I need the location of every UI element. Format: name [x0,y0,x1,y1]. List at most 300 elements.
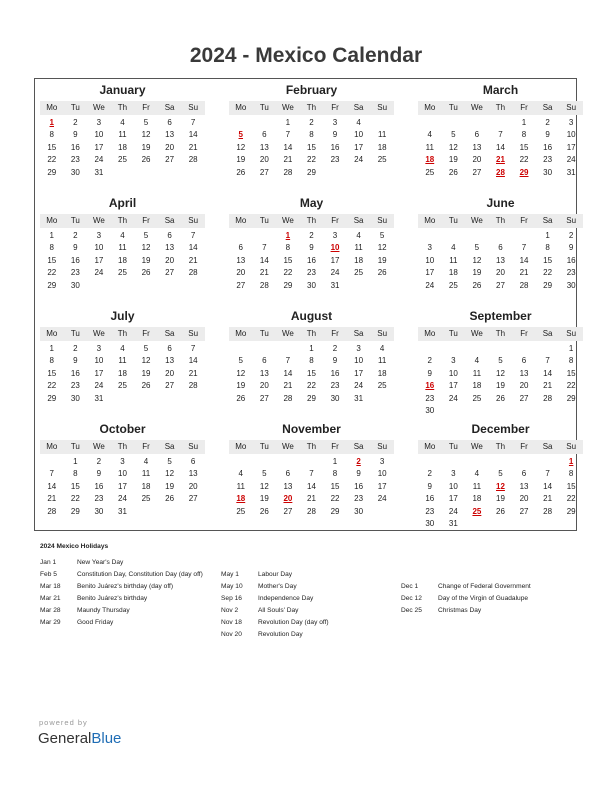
week-row [40,506,205,518]
day-cell: 22 [330,494,340,504]
week-row [229,267,394,279]
day-cell: 2 [96,457,102,466]
day-cell [512,518,536,530]
day-cell: 27 [519,506,529,516]
weekday-label: Tu [70,103,80,112]
week-row [418,518,583,530]
holiday-day-cell: 18 [236,494,246,504]
day-cell: 18 [118,255,127,265]
day-cell [158,280,182,292]
day-cell: 10 [354,356,364,366]
day-cell: 9 [427,368,432,378]
week-row [229,468,394,480]
day-cell: 29 [47,393,57,403]
day-cell: 7 [190,344,196,353]
day-cell: 7 [498,130,503,140]
holiday-list-item [40,557,215,569]
weekday-label: Tu [70,442,80,451]
week-row [229,355,394,367]
day-cell: 5 [379,231,385,240]
day-cell [512,230,536,242]
holiday-date: Mar 18 [40,583,61,590]
holiday-name: Good Friday [77,619,114,626]
day-cell: 10 [118,469,127,479]
day-cell [465,117,489,129]
day-cell: 2 [332,344,338,353]
day-cell [323,167,347,179]
day-cell: 23 [354,494,364,504]
day-cell: 23 [330,381,340,391]
weekday-label: Sa [542,442,553,451]
day-cell [442,230,466,242]
month-august [229,305,394,418]
day-cell: 8 [568,356,574,366]
day-cell: 30 [354,506,364,516]
day-cell: 13 [472,142,482,152]
day-cell: 5 [498,356,503,366]
weekday-label: Sa [353,216,364,225]
month-july [40,305,205,418]
weekday-header [40,101,205,115]
day-cell: 29 [307,167,316,177]
day-cell: 16 [330,142,340,152]
day-cell [512,405,536,417]
week-row [418,481,583,493]
week-row [229,493,394,505]
day-cell: 31 [566,167,576,177]
holiday-date: Mar 29 [40,619,61,626]
day-cell: 12 [496,368,505,378]
day-cell: 3 [451,469,456,479]
weekday-label: Fr [142,329,150,338]
day-cell: 13 [519,481,529,491]
day-cell: 11 [236,481,245,491]
day-cell [253,117,277,129]
day-cell: 7 [309,469,314,479]
weekday-label: Sa [164,329,175,338]
day-cell: 25 [472,393,482,403]
day-cell [253,343,277,355]
day-cell: 7 [545,469,550,479]
day-cell [442,456,466,468]
day-cell: 13 [236,255,246,265]
day-cell: 28 [283,393,293,403]
day-cell [370,393,394,405]
day-cell: 8 [309,130,314,140]
day-cell: 8 [545,243,550,253]
weekday-label: Mo [235,329,247,338]
day-cell [465,405,489,417]
weekday-label: Mo [46,329,58,338]
week-row [229,154,394,166]
day-cell: 10 [354,130,364,140]
weekday-header [229,101,394,115]
month-name: March [482,83,519,97]
day-cell: 31 [448,518,458,528]
day-cell [442,405,466,417]
day-cell: 11 [378,130,387,140]
day-cell: 4 [474,469,480,479]
weekday-label: Fr [331,329,339,338]
holiday-name: Benito Juárez's birthday (day off) [77,583,174,590]
week-row [418,142,583,154]
day-cell: 27 [472,167,482,177]
day-cell: 16 [94,481,104,491]
holiday-name: Revolution Day [258,631,303,638]
day-cell [276,343,300,355]
day-cell: 9 [73,356,78,366]
day-cell: 29 [47,280,57,290]
day-cell: 23 [543,155,553,165]
weekday-label: Th [495,216,506,225]
day-cell: 4 [451,243,456,253]
day-cell: 24 [94,155,104,165]
month-name: April [108,196,137,210]
week-row [229,343,394,355]
day-cell [158,393,182,405]
day-cell: 2 [545,118,550,127]
day-cell: 17 [94,142,104,152]
day-cell: 6 [262,356,267,366]
day-cell: 4 [143,457,149,466]
week-row [418,129,583,141]
day-cell: 26 [141,268,151,278]
day-cell: 14 [496,142,505,152]
day-cell: 19 [141,368,151,378]
day-cell: 20 [165,255,175,265]
day-cell: 20 [165,142,175,152]
month-may [229,192,394,305]
brand-general: General [38,730,92,747]
day-cell [536,456,560,468]
day-cell: 13 [519,368,529,378]
day-cell: 20 [519,494,529,504]
day-cell [134,167,158,179]
day-cell [229,117,253,129]
weekday-label: Mo [424,103,436,112]
day-cell: 22 [543,268,553,278]
day-cell: 14 [259,255,269,265]
day-cell: 16 [354,481,364,491]
week-row [229,506,394,518]
day-cell: 27 [188,494,198,504]
month-name: October [99,422,146,436]
weekday-label: Sa [164,442,175,451]
day-cell [300,456,324,468]
day-cell: 30 [307,280,316,290]
day-cell: 23 [425,506,435,516]
day-cell: 24 [94,381,104,391]
day-cell: 27 [259,393,269,403]
day-cell: 7 [521,243,527,253]
weekday-header [229,327,394,341]
weekday-label: Su [566,329,577,338]
day-cell: 28 [47,506,57,516]
day-cell: 11 [141,469,151,479]
day-cell: 6 [285,469,291,479]
day-cell: 1 [332,457,338,466]
day-cell: 3 [96,118,102,127]
day-cell: 26 [236,393,246,403]
holiday-list-item [401,581,576,593]
holiday-list-item [40,593,215,605]
day-cell: 24 [330,268,340,278]
day-cell: 8 [73,469,78,479]
day-cell: 9 [568,243,574,253]
week-row [40,343,205,355]
day-cell: 15 [330,481,340,491]
month-name: June [486,196,515,210]
day-cell: 25 [118,268,127,278]
day-cell: 28 [519,280,529,290]
holiday-date: Jan 1 [40,559,57,566]
weekday-label: Sa [542,216,553,225]
holiday-list-item [221,629,386,641]
weekday-label: Tu [259,329,269,338]
day-cell: 12 [236,368,246,378]
holiday-name: Benito Juárez's birthday [77,595,148,602]
holiday-list-item [40,617,215,629]
weekday-label: Su [566,216,577,225]
day-cell: 22 [566,381,576,391]
weekday-label: Tu [259,442,269,451]
day-cell: 12 [141,356,151,366]
day-cell: 5 [143,231,149,240]
weekday-label: Th [306,103,317,112]
week-row [418,506,583,518]
day-cell: 12 [377,243,387,253]
day-cell: 17 [94,255,104,265]
holiday-name: New Year's Day [77,559,124,566]
weekday-label: Fr [331,216,339,225]
week-row [40,117,205,129]
month-april [40,192,205,305]
day-cell: 8 [285,243,291,253]
day-cell [253,456,277,468]
weekday-label: Sa [353,329,364,338]
week-row [418,468,583,480]
day-cell [418,343,442,355]
week-row [418,117,583,129]
brand-blue: Blue [91,730,122,747]
weekday-label: Tu [70,329,80,338]
week-row [40,493,205,505]
day-cell: 16 [307,255,316,265]
weekday-label: Mo [424,329,436,338]
day-cell: 21 [543,381,553,391]
day-cell: 2 [73,344,78,353]
weekday-label: Tu [259,216,269,225]
day-cell: 10 [448,481,458,491]
day-cell: 15 [566,368,576,378]
weekday-label: Su [377,329,388,338]
holiday-date: Nov 18 [221,619,242,626]
day-cell: 2 [427,469,432,479]
day-cell: 13 [165,130,175,140]
day-cell: 10 [425,255,435,265]
day-cell: 24 [425,280,435,290]
week-row [418,242,583,254]
day-cell: 1 [49,344,54,353]
holiday-list-item [221,617,386,629]
weekday-label: We [470,442,483,451]
day-cell: 25 [236,506,246,516]
day-cell: 27 [283,506,293,516]
day-cell: 30 [70,167,80,177]
month-february [229,79,394,192]
holiday-date: May 1 [221,571,239,578]
day-cell: 18 [141,481,151,491]
holiday-name: Mother's Day [258,583,297,590]
day-cell: 22 [47,268,57,278]
day-cell: 11 [354,243,363,253]
day-cell: 19 [448,155,458,165]
day-cell: 30 [566,280,576,290]
day-cell: 18 [448,268,458,278]
day-cell: 30 [425,518,435,528]
weekday-label: We [92,442,105,451]
day-cell: 23 [566,268,576,278]
weekday-label: Su [377,442,388,451]
day-cell [181,506,205,518]
month-name: January [99,83,146,97]
day-cell: 29 [307,393,316,403]
day-cell: 14 [188,356,198,366]
day-cell: 8 [49,130,54,140]
day-cell: 18 [118,368,127,378]
day-cell: 3 [332,231,338,240]
day-cell: 21 [188,142,198,152]
weekday-header [229,440,394,454]
day-cell: 3 [96,231,102,240]
day-cell: 8 [568,469,574,479]
day-cell: 17 [354,368,364,378]
day-cell: 25 [448,280,458,290]
weekday-label: Th [117,442,128,451]
week-row [418,368,583,380]
week-row [229,142,394,154]
day-cell: 19 [377,255,387,265]
weekday-label: Sa [353,103,364,112]
weekday-label: Mo [424,216,436,225]
day-cell: 15 [70,481,80,491]
holiday-date: Sep 16 [221,595,242,602]
weekday-label: Tu [448,216,458,225]
month-name: May [299,196,324,210]
day-cell: 28 [188,381,198,391]
weekday-label: Fr [142,442,150,451]
day-cell: 21 [283,381,293,391]
day-cell: 26 [377,268,387,278]
day-cell: 29 [283,280,293,290]
weekday-label: Fr [331,103,339,112]
week-row [40,255,205,267]
day-cell: 21 [47,494,57,504]
day-cell [158,167,182,179]
weekday-label: Tu [448,442,458,451]
day-cell: 13 [259,142,269,152]
day-cell: 24 [354,155,364,165]
day-cell: 2 [568,231,574,240]
day-cell: 6 [521,469,527,479]
day-cell: 18 [118,142,127,152]
weekday-label: Su [188,103,199,112]
day-cell: 1 [49,231,54,240]
week-row [229,380,394,392]
day-cell: 4 [379,344,385,353]
holiday-day-cell: 2 [356,457,361,466]
weekday-label: Fr [331,442,339,451]
generalblue-logo[interactable] [38,730,121,747]
month-name: December [471,422,530,436]
day-cell: 24 [448,506,458,516]
weekday-label: Fr [142,103,150,112]
day-cell [418,456,442,468]
day-cell: 30 [70,280,80,290]
weekday-header [40,327,205,341]
week-row [229,129,394,141]
day-cell: 1 [73,457,78,466]
weekday-label: Mo [235,216,247,225]
day-cell: 30 [425,405,435,415]
day-cell: 6 [474,130,480,140]
week-row [418,355,583,367]
day-cell: 22 [307,155,316,165]
day-cell [489,117,513,129]
day-cell: 29 [47,167,57,177]
day-cell: 27 [165,155,175,165]
day-cell: 11 [118,243,127,253]
day-cell: 14 [47,481,57,491]
week-row [229,368,394,380]
day-cell: 12 [165,469,175,479]
day-cell: 4 [120,344,125,353]
day-cell [111,280,135,292]
day-cell: 4 [120,231,125,240]
day-cell: 9 [332,130,338,140]
week-row [229,117,394,129]
weekday-header [40,214,205,228]
weekday-label: Su [188,216,199,225]
day-cell: 3 [427,243,432,253]
day-cell: 4 [474,356,480,366]
day-cell: 30 [330,393,340,403]
day-cell: 25 [118,155,127,165]
day-cell: 28 [259,280,269,290]
day-cell: 15 [47,368,57,378]
day-cell: 26 [496,506,505,516]
weekday-header [418,327,583,341]
month-name: November [282,422,341,436]
day-cell: 31 [330,280,340,290]
day-cell: 26 [496,393,505,403]
day-cell: 5 [262,469,267,479]
holiday-date: Nov 2 [221,607,239,614]
day-cell: 5 [474,243,480,253]
day-cell: 8 [309,356,314,366]
holiday-list-item [401,605,576,617]
day-cell [134,506,158,518]
weekday-label: Sa [164,216,175,225]
day-cell: 15 [283,255,293,265]
day-cell: 10 [566,130,576,140]
day-cell: 20 [496,268,505,278]
holiday-date: Nov 20 [221,631,242,638]
day-cell: 13 [188,469,198,479]
week-row [40,154,205,166]
day-cell: 19 [141,255,151,265]
day-cell: 1 [521,118,527,127]
